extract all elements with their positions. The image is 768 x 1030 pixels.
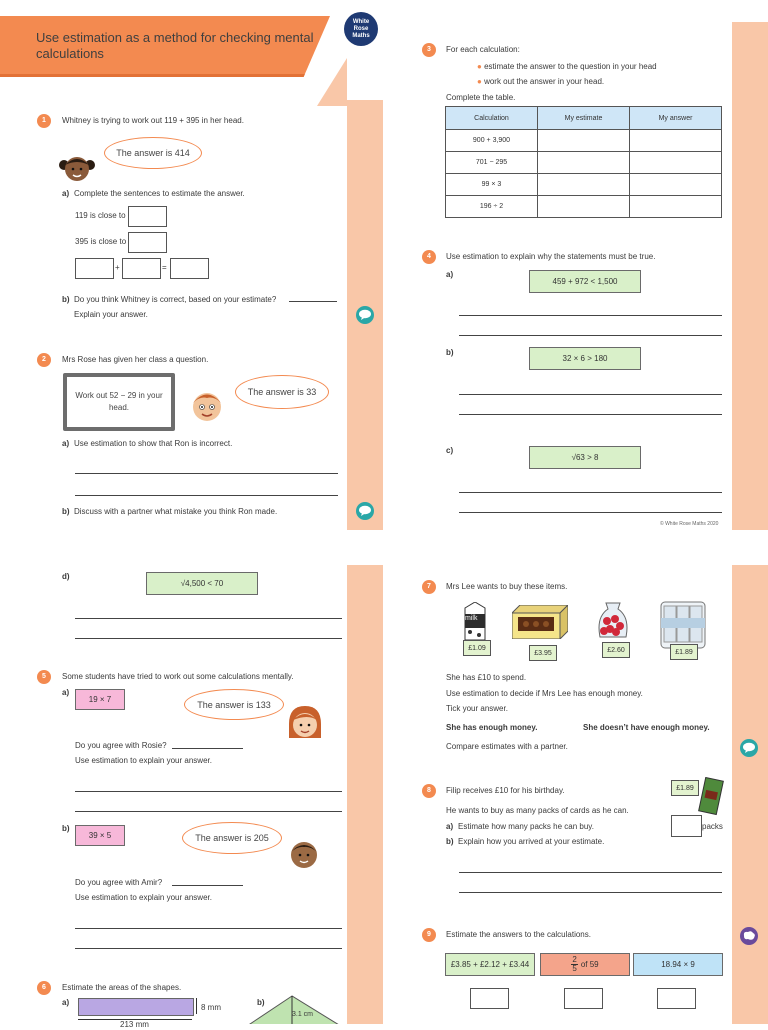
q4-d-statement: √4,500 < 70 [146, 572, 258, 595]
q8-part-b-text: Explain how you arrived at your estimate. [458, 837, 605, 846]
q8-b-line-2[interactable] [459, 892, 722, 893]
q2-text: Mrs Rose has given her class a question. [62, 355, 209, 364]
q5-b-agree-line[interactable] [172, 885, 243, 886]
q1-answer-box-1[interactable] [128, 206, 167, 227]
q7-line-2: Use estimation to decide if Mrs Lee has enough money. [446, 689, 643, 698]
q9-calculation-1: £3.85 + £2.12 + £3.44 [445, 953, 535, 976]
q3-intro: For each calculation: [446, 45, 520, 54]
question-number-4: 4 [422, 250, 436, 264]
table-header-row [446, 107, 722, 130]
q1-equals-sign: = [162, 263, 167, 272]
q2-part-b-text: Discuss with a partner what mistake you think Ron made. [74, 507, 278, 516]
answer-cell[interactable] [630, 174, 722, 196]
q1-part-b-explain: Explain your answer. [74, 310, 148, 319]
copyright: © White Rose Maths 2020 [660, 521, 719, 527]
q1-part-a-label: a) [62, 189, 70, 198]
table-header: Calculation [446, 107, 538, 130]
price-tag: £1.09 [463, 640, 491, 656]
ron-avatar-icon [188, 388, 226, 424]
q4-d-line-1[interactable] [75, 618, 342, 619]
q7-text: Mrs Lee wants to buy these items. [446, 582, 568, 591]
q5-part-a-label: a) [62, 688, 70, 697]
q4-c-line-2[interactable] [459, 512, 722, 513]
q9-text: Estimate the answers to the calculations. [446, 930, 591, 939]
whitney-avatar-icon [58, 153, 96, 185]
q5-text: Some students have tried to work out some calculations mentally. [62, 672, 294, 681]
discuss-chat-icon[interactable] [740, 927, 758, 945]
q2-part-a-label: a) [62, 439, 70, 448]
q5-a-calculation: 19 × 7 [75, 689, 125, 710]
q5-a-explain: Use estimation to explain your answer. [75, 756, 212, 765]
q6-a-height-label: 8 mm [201, 1003, 221, 1012]
rosie-avatar-icon [286, 704, 324, 744]
q5-b-line-1[interactable] [75, 928, 342, 929]
q7-option-enough[interactable]: She has enough money. [446, 723, 538, 732]
q4-b-statement: 32 × 6 > 180 [529, 347, 641, 370]
q9-calculation-2 [540, 953, 630, 976]
q4-part-a-label: a) [446, 270, 454, 279]
q6-a-width-label: 213 mm [120, 1020, 149, 1029]
q1-speech-bubble: The answer is 414 [104, 137, 202, 169]
q1-sum-box-3[interactable] [170, 258, 209, 279]
q2-a-line-2[interactable] [75, 495, 338, 496]
q2-part-b-label: b) [62, 507, 70, 516]
q3-bullet-1: ● estimate the answer to the question in your head [477, 62, 657, 71]
question-number-9: 9 [422, 928, 436, 942]
price-tag: £3.95 [529, 645, 557, 661]
q1-sum-box-2[interactable] [122, 258, 161, 279]
q4-b-line-1[interactable] [459, 394, 722, 395]
q1-text: Whitney is trying to work out 119 + 395 in her head. [62, 116, 244, 125]
price-tag: £1.89 [670, 644, 698, 660]
card-pack-icon [698, 777, 724, 817]
q4-d-line-2[interactable] [75, 638, 342, 639]
q5-a-agree-line[interactable] [172, 748, 243, 749]
q1-sentence-2: 395 is close to [75, 237, 127, 246]
q5-b-agree: Do you agree with Amir? [75, 878, 163, 887]
q1-plus-sign: + [115, 263, 120, 272]
q6-rectangle-shape [78, 998, 194, 1016]
discuss-chat-icon[interactable] [740, 739, 758, 757]
q8-text: Filip receives £10 for his birthday. [446, 786, 565, 795]
price-tag: £2.60 [602, 642, 630, 658]
q1-sum-box-1[interactable] [75, 258, 114, 279]
question-number-7: 7 [422, 580, 436, 594]
q1-part-b-label: b) [62, 295, 70, 304]
question-number-8: 8 [422, 784, 436, 798]
amir-avatar-icon [286, 838, 322, 870]
q1-b-answer-line[interactable] [289, 301, 337, 302]
q6-part-a-label: a) [62, 998, 70, 1007]
q4-b-line-2[interactable] [459, 414, 722, 415]
q7-line-3: Tick your answer. [446, 704, 508, 713]
q9-calculation-3: 18.94 × 9 [633, 953, 723, 976]
table-cell: 900 + 3,900 [446, 130, 538, 152]
q9-answer-box-1[interactable] [470, 988, 509, 1009]
answer-cell[interactable] [630, 196, 722, 218]
table-header: My estimate [538, 107, 630, 130]
discuss-chat-icon[interactable] [356, 306, 374, 324]
answer-cell[interactable] [630, 152, 722, 174]
chocolate-box-icon [512, 605, 568, 639]
page-title: Use estimation as a method for checking mental calculations [36, 30, 314, 61]
q6-part-b-label: b) [257, 998, 265, 1007]
question-number-5: 5 [37, 670, 51, 684]
q5-b-calculation: 39 × 5 [75, 825, 125, 846]
q3-complete: Complete the table. [446, 93, 516, 102]
q4-a-line-1[interactable] [459, 315, 722, 316]
q4-c-line-1[interactable] [459, 492, 722, 493]
q7-line-1: She has £10 to spend. [446, 673, 527, 682]
table-row [446, 130, 722, 152]
estimate-cell[interactable] [538, 152, 630, 174]
fraction-numerator: 2 [572, 955, 577, 964]
question-number-3: 3 [422, 43, 436, 57]
q9-calc-2-text: of 59 [580, 960, 599, 969]
table-header: My answer [630, 107, 722, 130]
q4-part-b-label: b) [446, 348, 454, 357]
q8-part-a-text: Estimate how many packs he can buy. [458, 822, 594, 831]
q5-part-b-label: b) [62, 824, 70, 833]
q5-a-speech-bubble: The answer is 133 [184, 689, 284, 720]
table-row [446, 174, 722, 196]
q5-b-explain: Use estimation to explain your answer. [75, 893, 212, 902]
q6-b-height-label: 3.1 cm [292, 1011, 314, 1018]
q4-text: Use estimation to explain why the statements must be true. [446, 252, 656, 261]
question-number-6: 6 [37, 981, 51, 995]
table-cell: 701 − 295 [446, 152, 538, 174]
raspberries-bag-icon [596, 601, 630, 641]
q8-line-1: He wants to buy as many packs of cards as he can. [446, 806, 629, 815]
q8-b-line-1[interactable] [459, 872, 722, 873]
q3-table [445, 106, 722, 218]
fraction-denominator: 5 [572, 964, 577, 973]
table-row [446, 196, 722, 218]
q1-answer-box-2[interactable] [128, 232, 167, 253]
q7-line-4: Compare estimates with a partner. [446, 742, 568, 751]
q5-a-line-2[interactable] [75, 811, 342, 812]
q2-speech-bubble: The answer is 33 [235, 375, 329, 409]
q7-option-not-enough[interactable]: She doesn’t have enough money. [583, 723, 710, 732]
right-bottom-sidebar [732, 565, 768, 1024]
q1-sentence-1: 119 is close to [75, 211, 126, 220]
q8-packs-answer-box[interactable] [671, 815, 702, 837]
q8-part-b-label: b) [446, 837, 454, 846]
estimate-cell[interactable] [538, 196, 630, 218]
q2-a-line-1[interactable] [75, 473, 338, 474]
q1-part-a-text: Complete the sentences to estimate the answer. [74, 189, 245, 198]
question-number-1: 1 [37, 114, 51, 128]
q4-c-statement: √63 > 8 [529, 446, 641, 469]
card-pack-price-tag: £1.89 [671, 780, 699, 796]
q9-answer-box-3[interactable] [657, 988, 696, 1009]
q8-packs-label: packs [702, 822, 723, 831]
question-number-2: 2 [37, 353, 51, 367]
discuss-chat-icon[interactable] [356, 502, 374, 520]
estimate-cell[interactable] [538, 174, 630, 196]
banner-corner [317, 58, 347, 106]
q4-a-statement: 459 + 972 < 1,500 [529, 270, 641, 293]
q6-text: Estimate the areas of the shapes. [62, 983, 182, 992]
q1-part-b-text: Do you think Whitney is correct, based on your estimate? [74, 295, 277, 304]
water-bottles-pack-icon [660, 600, 706, 650]
q3-bullet-2: ● work out the answer in your head. [477, 77, 605, 86]
q2-part-a-text: Use estimation to show that Ron is incorrect. [74, 439, 233, 448]
q8-part-a-label: a) [446, 822, 454, 831]
white-rose-maths-logo: White Rose Maths [344, 12, 378, 46]
answer-cell[interactable] [630, 130, 722, 152]
estimate-cell[interactable] [538, 130, 630, 152]
milk-label: milk [465, 615, 478, 622]
table-cell: 196 ÷ 2 [446, 196, 538, 218]
q5-a-line-1[interactable] [75, 791, 342, 792]
left-bottom-sidebar [347, 565, 383, 1024]
q5-b-line-2[interactable] [75, 948, 342, 949]
q4-part-d-label: d) [62, 572, 70, 581]
table-cell: 99 × 3 [446, 174, 538, 196]
q4-part-c-label: c) [446, 446, 454, 455]
q9-answer-box-2[interactable] [564, 988, 603, 1009]
q6-a-height-arrow [196, 998, 197, 1014]
q5-a-agree: Do you agree with Rosie? [75, 741, 167, 750]
q5-b-speech-bubble: The answer is 205 [182, 822, 282, 854]
right-top-sidebar [732, 22, 768, 530]
q4-a-line-2[interactable] [459, 335, 722, 336]
whiteboard-text: Work out 52 − 29 in your head. [67, 377, 171, 427]
table-row [446, 152, 722, 174]
